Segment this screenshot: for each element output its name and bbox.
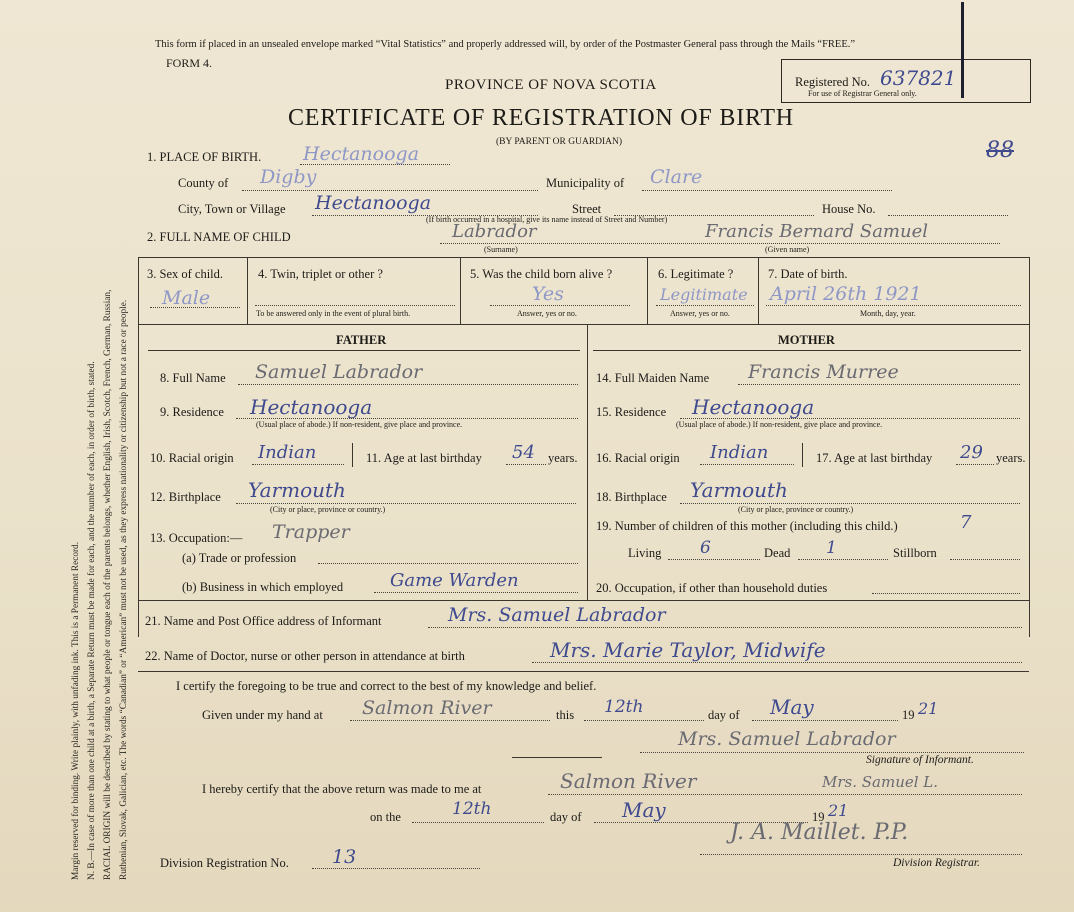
mother-children-label: 19. Number of children of this mother (including this child.) <box>596 519 898 533</box>
division-registration-label: Division Registration No. <box>160 856 289 870</box>
province-heading: PROVINCE OF NOVA SCOTIA <box>445 77 657 93</box>
house-number-label: House No. <box>822 202 876 216</box>
mother-birthplace-caption: (City or place, province or country.) <box>738 505 854 514</box>
parent-divider <box>587 324 588 600</box>
mother-residence-label: 15. Residence <box>596 405 667 419</box>
registrar-statement: I hereby certify that the above return was made to me at <box>202 782 482 796</box>
informant-value: Mrs. Samuel Labrador <box>448 604 666 626</box>
registrar-signature-caption: Division Registrar. <box>893 857 980 869</box>
dob-value: April 26th 1921 <box>770 283 922 305</box>
father-business-value: Game Warden <box>390 570 519 591</box>
registrar-day-of-label: day of <box>550 810 582 824</box>
given-place-value: Salmon River <box>362 697 492 719</box>
living-label: Living <box>628 546 662 560</box>
father-years-label: years. <box>548 451 578 465</box>
registrar-year-prefix: 19 <box>812 810 825 824</box>
registrar-place-value: Salmon River <box>560 769 697 793</box>
registrar-day-value: 12th <box>452 799 492 819</box>
mother-age-label: 17. Age at last birthday <box>816 451 933 465</box>
legitimate-label: 6. Legitimate ? <box>658 267 734 281</box>
margin-note-nb: N. B.—In case of more than one child at a birth, a Separate Return must be made for each, and the number of each, in order of birth, stated. <box>87 361 97 880</box>
sex-value: Male <box>162 287 211 309</box>
certificate-subtitle: (BY PARENT OR GUARDIAN) <box>496 137 623 147</box>
given-day-of-label: day of <box>708 708 740 722</box>
registered-note: For use of Registrar General only. <box>808 89 917 98</box>
father-racial-label: 10. Racial origin <box>150 451 234 465</box>
hospital-note: (If birth occurred in a hospital, give its name instead of Street and Number) <box>426 215 668 224</box>
mother-heading: MOTHER <box>778 333 835 347</box>
given-year-value: 21 <box>918 699 939 718</box>
child-surname-value: Labrador <box>452 221 537 242</box>
alive-value: Yes <box>532 283 564 305</box>
street-label: Street <box>572 202 602 216</box>
registered-label: Registered No. <box>795 75 870 89</box>
father-trade-label: (a) Trade or profession <box>182 551 297 565</box>
father-residence-value: Hectanooga <box>250 395 373 419</box>
division-registration-value: 13 <box>332 846 357 868</box>
pen-mark <box>961 2 964 98</box>
registrar-year-value: 21 <box>828 801 849 820</box>
father-occupation-value: Trapper <box>272 521 350 543</box>
father-age-value: 54 <box>512 442 535 463</box>
father-age-label: 11. Age at last birthday <box>366 451 482 465</box>
legitimate-value: Legitimate <box>660 285 748 304</box>
informant-signature-caption: Signature of Informant. <box>866 754 974 766</box>
margin-note-ruthenian: Ruthenian, Slovak, Galician, etc. The words “Canadian” or “American” must not be used, as they express nationality or citizenship but not a race or people. <box>119 299 129 880</box>
corner-mark: 88 <box>986 138 1014 163</box>
given-name-caption: (Given name) <box>765 245 810 254</box>
father-business-label: (b) Business in which employed <box>182 580 344 594</box>
legitimate-caption: Answer, yes or no. <box>670 309 730 318</box>
mother-name-value: Francis Murree <box>748 361 899 383</box>
twin-note: To be answered only in the event of plural birth. <box>256 309 411 318</box>
municipality-label: Municipality of <box>546 176 625 190</box>
form-number: FORM 4. <box>166 56 213 70</box>
given-year-prefix: 19 <box>902 708 915 722</box>
alive-caption: Answer, yes or no. <box>517 309 577 318</box>
sex-label: 3. Sex of child. <box>147 267 224 281</box>
dead-label: Dead <box>764 546 791 560</box>
alive-label: 5. Was the child born alive ? <box>470 267 613 281</box>
mother-occupation-label: 20. Occupation, if other than household duties <box>596 581 828 595</box>
this-label: this <box>556 708 575 722</box>
given-under-label: Given under my hand at <box>202 708 323 722</box>
mother-residence-value: Hectanooga <box>692 395 815 419</box>
certificate-title: CERTIFICATE OF REGISTRATION OF BIRTH <box>288 105 794 131</box>
margin-note-racial: RACIAL ORIGIN will be described by stating to what people or tongue each of the parents belongs, whether English, Irish, Scotch, French, German, Russian, <box>103 289 113 880</box>
father-birthplace-caption: (City or place, province or country.) <box>270 505 386 514</box>
place-of-birth-label: 1. PLACE OF BIRTH. <box>147 150 262 164</box>
county-label: County of <box>178 176 229 190</box>
father-occupation-label: 13. Occupation:— <box>150 531 243 545</box>
row3-bottom-line <box>138 324 1029 325</box>
section-right-edge <box>1029 257 1030 637</box>
city-label: City, Town or Village <box>178 202 286 216</box>
row3-top-line <box>138 257 1029 258</box>
informant-signature: Mrs. Samuel Labrador <box>678 728 896 750</box>
mother-years-label: years. <box>996 451 1026 465</box>
mother-racial-value: Indian <box>710 442 769 463</box>
child-name-label: 2. FULL NAME OF CHILD <box>147 230 291 244</box>
child-given-value: Francis Bernard Samuel <box>705 221 929 242</box>
father-heading: FATHER <box>336 333 387 347</box>
father-birthplace-value: Yarmouth <box>248 478 346 502</box>
stillborn-label: Stillborn <box>893 546 937 560</box>
given-month-value: May <box>770 695 814 719</box>
mail-notice: This form if placed in an unsealed envelope marked “Vital Statistics” and properly addressed will, by order of the Postmaster General pass through the Mails “FREE.” <box>155 39 856 50</box>
father-racial-value: Indian <box>258 442 317 463</box>
twin-label: 4. Twin, triplet or other ? <box>258 267 383 281</box>
father-residence-label: 9. Residence <box>160 405 224 419</box>
city-value: Hectanooga <box>315 192 432 214</box>
mother-children-value: 7 <box>960 512 972 533</box>
father-residence-caption: (Usual place of abode.) If non-resident, give place and province. <box>256 420 463 429</box>
dob-caption: Month, day, year. <box>860 309 916 318</box>
registrar-signature: J. A. Maillet. P.P. <box>730 820 909 845</box>
doctor-value: Mrs. Marie Taylor, Midwife <box>550 638 826 662</box>
informant-label: 21. Name and Post Office address of Informant <box>145 614 382 628</box>
place-of-birth-value: Hectanooga <box>303 143 420 165</box>
certify-statement: I certify the foregoing to be true and correct to the best of my knowledge and belief. <box>176 679 597 693</box>
registered-number: 637821 <box>880 66 957 90</box>
living-value: 6 <box>700 538 711 558</box>
father-birthplace-label: 12. Birthplace <box>150 490 221 504</box>
mother-birthplace-label: 18. Birthplace <box>596 490 667 504</box>
on-the-label: on the <box>370 810 401 824</box>
mother-birthplace-value: Yarmouth <box>690 478 788 502</box>
father-name-label: 8. Full Name <box>160 371 226 385</box>
father-name-value: Samuel Labrador <box>255 361 423 383</box>
doctor-label: 22. Name of Doctor, nurse or other person in attendance at birth <box>145 649 465 663</box>
margin-note-binding: Margin reserved for binding. Write plainly, with unfading ink. This is a Permanent Record. <box>71 541 81 880</box>
surname-caption: (Surname) <box>484 245 518 254</box>
given-day-value: 12th <box>604 697 644 717</box>
section-left-edge <box>138 257 139 637</box>
mother-residence-caption: (Usual place of abode.) If non-resident, give place and province. <box>676 420 883 429</box>
dead-value: 1 <box>826 538 837 558</box>
registrar-month-value: May <box>622 798 666 822</box>
county-value: Digby <box>260 166 317 188</box>
municipality-value: Clare <box>650 166 703 188</box>
mother-racial-label: 16. Racial origin <box>596 451 680 465</box>
dob-label: 7. Date of birth. <box>768 267 848 281</box>
registrar-place-note: Mrs. Samuel L. <box>822 773 939 791</box>
mother-age-value: 29 <box>960 442 983 463</box>
mother-name-label: 14. Full Maiden Name <box>596 371 710 385</box>
